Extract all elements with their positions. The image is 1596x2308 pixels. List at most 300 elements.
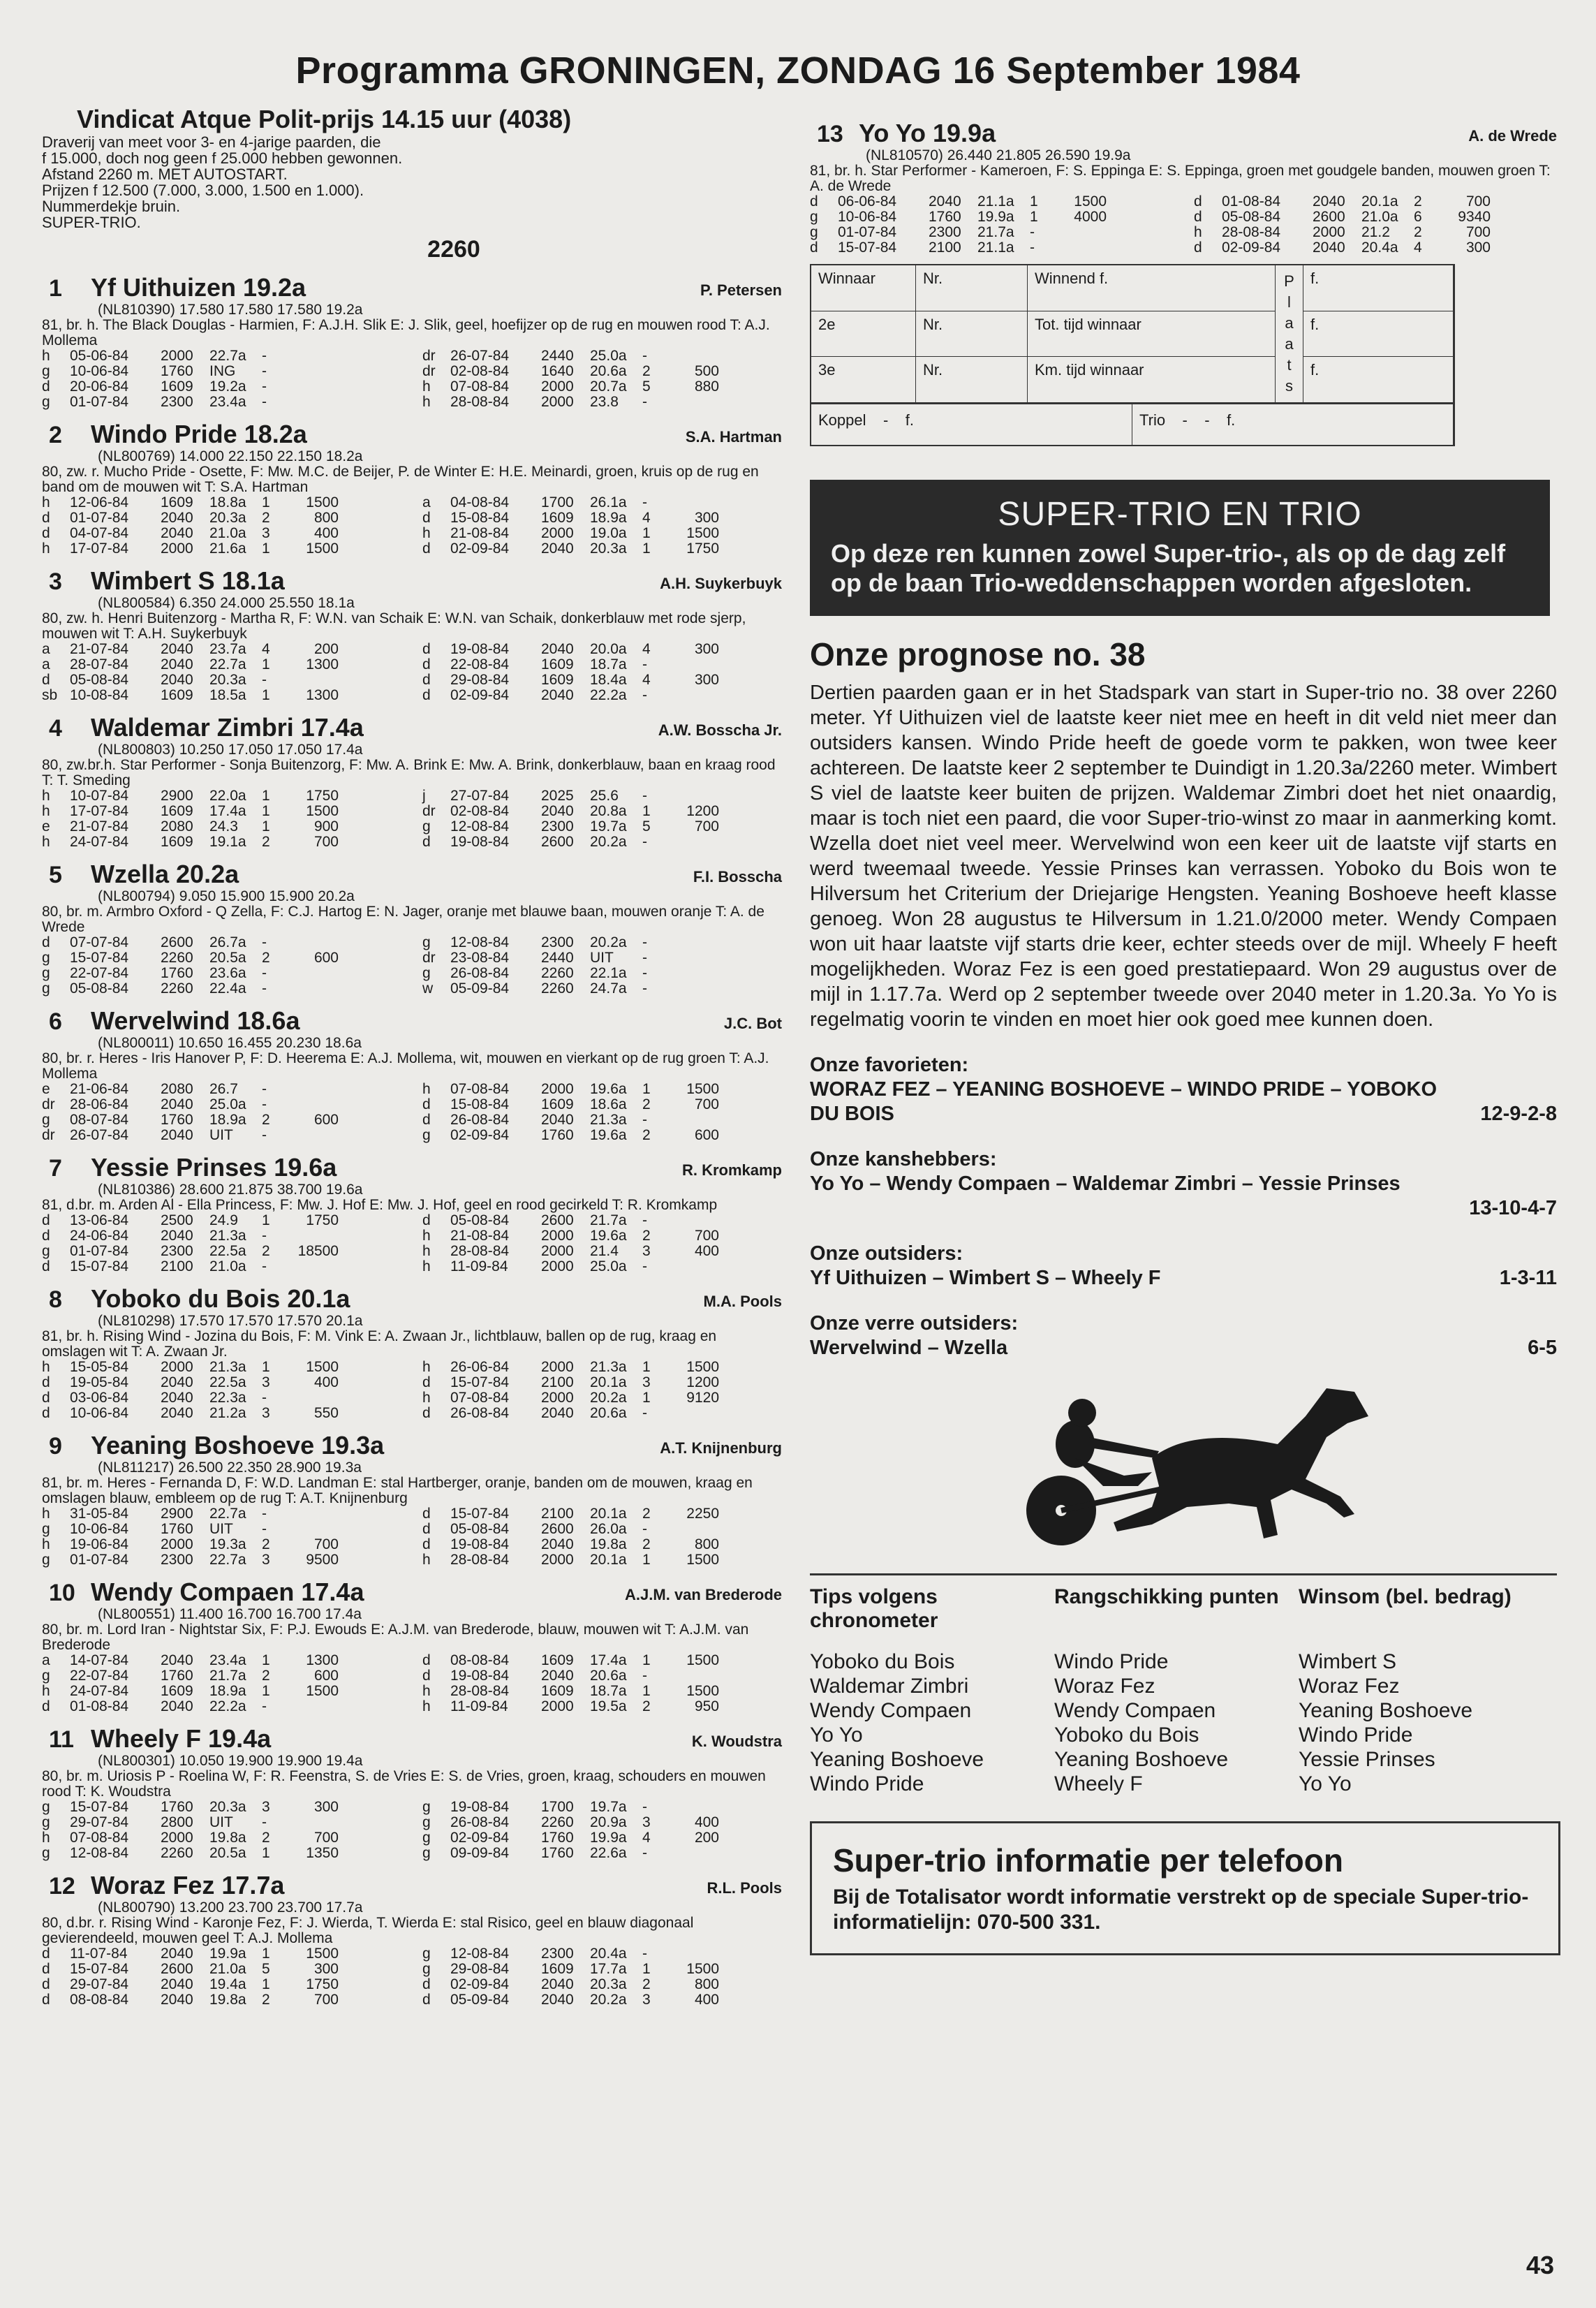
tips-item: Wimbert S <box>1299 1650 1397 1673</box>
horse-registration: (NL810386) 28.600 21.875 38.700 19.6a <box>98 1182 363 1198</box>
performance-cell: h <box>42 494 50 510</box>
tips-item: Yoboko du Bois <box>1054 1723 1199 1747</box>
performance-cell: 800 <box>313 510 339 526</box>
performance-row <box>42 1830 401 1846</box>
performance-cell: 05-06-84 <box>70 348 129 364</box>
performance-cell: 600 <box>313 1668 339 1684</box>
horse-description: 80, br. m. Uriosis P - Roelina W, F: R. Feenstra, S. de Vries E: S. de Vries, groen, kraag, schouders en mouwen rood T: K. Woudstra <box>42 1768 766 1800</box>
performance-cell: 21.4 <box>590 1243 619 1259</box>
performance-cell: g <box>42 1243 50 1259</box>
tips-item: Windo Pride <box>810 1772 924 1795</box>
bet-amount-label: Winnend f. <box>1028 265 1276 311</box>
performance-cell: 20.3a <box>590 541 627 557</box>
performance-cell: 2040 <box>161 656 193 672</box>
performance-cell: 20.3a <box>590 1976 627 1992</box>
performance-cell: 1 <box>262 1976 270 1992</box>
performance-cell: 1500 <box>306 494 339 510</box>
tips-item: Yeaning Boshoeve <box>810 1748 984 1771</box>
performance-cell: 02-09-84 <box>450 1830 510 1846</box>
performance-cell: 14-07-84 <box>70 1652 129 1668</box>
performance-cell <box>670 348 719 364</box>
performance-cell: dr <box>42 1127 55 1143</box>
horse-name: Wzella 20.2a <box>91 860 239 888</box>
horse-entry <box>42 1284 782 1421</box>
performance-cell: - <box>642 1946 647 1962</box>
performance-cell: 700 <box>1465 193 1491 210</box>
performance-cell: 1200 <box>686 803 719 819</box>
performance-cell: 2000 <box>541 1698 574 1714</box>
horse-name: Yo Yo 19.9a <box>859 119 996 147</box>
performance-cell: 21.7a <box>977 224 1014 240</box>
performance-cell: g <box>810 224 818 240</box>
performance-cell: 1 <box>642 525 651 541</box>
performance-cell: 22.5a <box>209 1243 246 1259</box>
horse-header <box>810 119 1557 148</box>
performance-cell: 700 <box>313 1830 339 1846</box>
performance-cell: - <box>262 1390 267 1406</box>
performance-cell: 26-08-84 <box>450 1814 510 1830</box>
performance-cell: 20.5a <box>209 1845 246 1861</box>
performance-row <box>422 510 782 526</box>
performance-cell: 2040 <box>161 672 193 688</box>
horse-entry <box>42 420 782 557</box>
horse-header <box>42 1431 782 1460</box>
performance-cell: 2000 <box>541 1552 574 1568</box>
performance-cell: 2600 <box>541 834 574 850</box>
horse-performances <box>42 1213 782 1274</box>
performance-cell: 1 <box>262 1359 270 1375</box>
tips-item: Waldemar Zimbri <box>810 1675 969 1698</box>
performance-row <box>422 541 782 557</box>
performance-row <box>1194 225 1557 240</box>
performance-row <box>422 379 782 395</box>
performance-cell: 05-08-84 <box>70 672 129 688</box>
trio-field: Trio - - f. <box>1132 404 1454 445</box>
performance-cell: g <box>422 1845 431 1861</box>
performance-row <box>42 1406 401 1421</box>
performance-cell: 1300 <box>306 1652 339 1668</box>
performance-cell: 1 <box>262 1683 270 1699</box>
performance-cell: 1500 <box>686 1552 719 1568</box>
performance-cell <box>290 981 339 997</box>
race-program-column <box>42 105 782 2008</box>
performance-cell: d <box>422 687 431 703</box>
performance-row <box>42 379 401 395</box>
tips-col3 <box>1299 1649 1557 1796</box>
performance-row <box>42 1800 401 1815</box>
performance-cell: g <box>422 1127 431 1143</box>
performance-row <box>422 1699 782 1714</box>
bet-nr: Nr. <box>916 311 1028 358</box>
performance-cell: d <box>422 510 431 526</box>
bet-f: f. <box>1303 357 1454 403</box>
performance-cell: 20.6a <box>590 363 627 379</box>
performance-cell: 19.2a <box>209 378 246 395</box>
performance-cell: 18.5a <box>209 687 246 703</box>
performance-cell: 22.5a <box>209 1374 246 1390</box>
race-info-line: f 15.000, doch nog geen f 25.000 hebben gewonnen. <box>42 149 403 167</box>
performance-row <box>42 966 401 981</box>
performance-cell: 28-08-84 <box>450 1243 510 1259</box>
performance-cell: 2100 <box>541 1374 574 1390</box>
performance-cell: 3 <box>262 1799 270 1815</box>
horse-entry <box>42 273 782 410</box>
tips-divider <box>810 1573 1557 1575</box>
performance-cell: - <box>262 363 267 379</box>
performance-cell: d <box>422 1668 431 1684</box>
performance-cell: 05-09-84 <box>450 980 510 997</box>
performance-cell: 2 <box>642 363 651 379</box>
performance-cell: - <box>642 1258 647 1274</box>
performance-cell: 1350 <box>306 1845 339 1861</box>
performance-row <box>422 1213 782 1228</box>
performance-cell: - <box>262 1228 267 1244</box>
performance-cell: 2080 <box>161 818 193 835</box>
performance-cell: 1 <box>642 1359 651 1375</box>
performance-row <box>422 642 782 657</box>
performance-cell: 1500 <box>306 803 339 819</box>
horse-header <box>42 1153 782 1182</box>
horse-header <box>42 713 782 742</box>
performance-cell: - <box>262 348 267 364</box>
performance-cell: 05-08-84 <box>450 1521 510 1537</box>
performance-cell <box>670 788 719 804</box>
performance-cell: 2 <box>642 1096 651 1112</box>
performance-cell: h <box>42 1683 50 1699</box>
horse-registration: (NL810570) 26.440 21.805 26.590 19.9a <box>866 147 1131 163</box>
performance-cell: 26.7a <box>209 934 246 950</box>
performance-cell: 2040 <box>541 1112 574 1128</box>
performance-row <box>422 1360 782 1375</box>
performance-cell: 21.1a <box>977 240 1014 256</box>
performance-cell: g <box>422 965 431 981</box>
race-info-line: Nummerdekje bruin. <box>42 198 181 215</box>
performance-cell: 1609 <box>541 510 574 526</box>
performance-cell: 15-08-84 <box>450 510 510 526</box>
performance-cell: 2040 <box>161 1946 193 1962</box>
performance-cell: 24.7a <box>590 980 627 997</box>
performance-cell: 2040 <box>161 510 193 526</box>
performance-cell: 1760 <box>161 1112 193 1128</box>
performance-cell: 21.0a <box>209 1258 246 1274</box>
performance-cell: 2040 <box>1313 240 1345 256</box>
horse-name: Waldemar Zimbri 17.4a <box>91 713 364 742</box>
performance-cell: 26-08-84 <box>450 1112 510 1128</box>
performance-cell: 26-07-84 <box>70 1127 129 1143</box>
performance-cell: dr <box>422 803 436 819</box>
bet-label: Winnaar <box>811 265 916 311</box>
tips-item: Wendy Compaen <box>1054 1699 1216 1722</box>
performance-cell <box>290 1522 339 1537</box>
performance-cell: - <box>642 1212 647 1228</box>
performance-cell: 20.3a <box>209 672 246 688</box>
performance-cell: 600 <box>313 950 339 966</box>
performance-cell: 1609 <box>541 1683 574 1699</box>
performance-cell: a <box>42 656 50 672</box>
performance-cell: 2600 <box>1313 209 1345 225</box>
performance-cell: 19.9a <box>209 1946 246 1962</box>
performance-row <box>42 657 401 672</box>
horse-number: 7 <box>49 1155 62 1182</box>
horse-performances <box>42 935 782 997</box>
performance-cell: 2300 <box>541 934 574 950</box>
performance-cell: 12-08-84 <box>450 818 510 835</box>
performance-cell: - <box>262 980 267 997</box>
performance-column <box>1194 194 1557 256</box>
performance-cell: 1500 <box>306 1946 339 1962</box>
performance-cell <box>670 1213 719 1228</box>
performance-cell: - <box>642 1799 647 1815</box>
horse-registration: (NL800584) 6.350 24.000 25.550 18.1a <box>98 595 355 611</box>
performance-cell: 1609 <box>541 1096 574 1112</box>
performance-row <box>422 981 782 997</box>
performance-cell: 17-07-84 <box>70 541 129 557</box>
performance-column <box>810 194 1173 256</box>
performance-cell: 22-07-84 <box>70 1668 129 1684</box>
performance-cell: - <box>642 656 647 672</box>
performance-cell: w <box>422 980 434 997</box>
performance-row <box>422 364 782 379</box>
performance-row <box>42 950 401 966</box>
performance-cell: 02-09-84 <box>1222 240 1281 256</box>
horse-registration: (NL810298) 17.570 17.570 17.570 20.1a <box>98 1313 363 1329</box>
horse-description: 80, zw. h. Henri Buitenzorg - Martha R, F: W.N. van Schaik E: W.N. van Schaik, donkerblauw met rode sjerp, mouwen wit T: A.H. Suykerbuyk <box>42 610 746 642</box>
performance-cell: 1500 <box>306 1683 339 1699</box>
performance-cell: 2040 <box>541 541 574 557</box>
performance-column <box>42 1506 401 1568</box>
performance-cell: 1500 <box>686 1961 719 1977</box>
performance-cell: 1 <box>642 1390 651 1406</box>
performance-row <box>1194 210 1557 225</box>
performance-cell: UIT <box>209 1521 233 1537</box>
performance-cell: g <box>42 1799 50 1815</box>
performance-cell: 23.4a <box>209 394 246 410</box>
performance-row <box>422 1406 782 1421</box>
performance-column <box>422 1213 782 1274</box>
phone-info-title: Super-trio informatie per telefoon <box>833 1842 1343 1879</box>
performance-cell: h <box>42 1536 50 1552</box>
performance-cell: 1760 <box>929 209 961 225</box>
performance-cell: - <box>642 1112 647 1128</box>
performance-cell <box>670 1946 719 1962</box>
performance-cell: 1 <box>642 1081 651 1097</box>
performance-cell: 01-07-84 <box>70 1243 129 1259</box>
tips-item: Wheely F <box>1054 1772 1143 1795</box>
performance-cell: 2 <box>262 1112 270 1128</box>
performance-row <box>422 835 782 850</box>
performance-cell: 1760 <box>161 1668 193 1684</box>
performance-cell: 1750 <box>306 1976 339 1992</box>
performance-cell: 22.4a <box>209 980 246 997</box>
performance-row <box>810 210 1173 225</box>
performance-row <box>422 966 782 981</box>
performance-row <box>422 1800 782 1815</box>
performance-cell: g <box>42 1814 50 1830</box>
performance-cell: 1750 <box>306 788 339 804</box>
performance-cell: 10-06-84 <box>70 1405 129 1421</box>
performance-cell: 19-06-84 <box>70 1536 129 1552</box>
performance-cell: 2 <box>642 1228 651 1244</box>
performance-cell: 2900 <box>161 1506 193 1522</box>
performance-cell: - <box>642 1845 647 1861</box>
performance-cell: 26-08-84 <box>450 1405 510 1421</box>
performance-cell: 22.7a <box>209 348 246 364</box>
performance-cell: 01-07-84 <box>70 394 129 410</box>
trotter-silhouette-illustration <box>977 1374 1557 1552</box>
performance-row <box>422 1112 782 1128</box>
performance-cell: 1760 <box>541 1830 574 1846</box>
performance-row <box>422 1244 782 1259</box>
performance-column <box>422 788 782 850</box>
horse-header <box>42 1871 782 1900</box>
performance-row <box>422 1846 782 1861</box>
performance-cell: 1609 <box>161 1683 193 1699</box>
performance-cell: 2040 <box>541 687 574 703</box>
phone-info-text: Bij de Totalisator wordt informatie verstrekt op de speciale Super-trio-informatielijn: 070-500 331. <box>833 1886 1529 1934</box>
horse-description: 81, br. h. Star Performer - Kameroen, F: S. Eppinga E: S. Eppinga, groen met goudgele banden, mouwen groen T: A. de Wrede <box>810 163 1551 194</box>
performance-cell <box>670 495 719 510</box>
performance-cell: 15-07-84 <box>70 1258 129 1274</box>
performance-cell: 200 <box>694 1830 719 1846</box>
banner-text: Op deze ren kunnen zowel Super-trio-, als op de dag zelf op de baan Trio-weddenschappen worden afgesloten. <box>831 539 1506 597</box>
performance-cell: d <box>422 672 431 688</box>
performance-cell: 26.1a <box>590 494 627 510</box>
performance-cell <box>290 1097 339 1112</box>
performance-cell: 1500 <box>306 1359 339 1375</box>
performance-cell: 19.8a <box>590 1536 627 1552</box>
performance-cell: 18.9a <box>590 510 627 526</box>
performance-cell: - <box>262 1698 267 1714</box>
horse-performances <box>42 1360 782 1421</box>
horse-number: 10 <box>49 1580 75 1606</box>
horse-performances <box>42 1653 782 1714</box>
outsiders-label: Onze outsiders: <box>810 1242 963 1265</box>
performance-cell: 11-09-84 <box>450 1698 508 1714</box>
horse-entry <box>42 1871 782 2008</box>
performance-row <box>42 1244 401 1259</box>
performance-cell: h <box>42 1506 50 1522</box>
performance-cell: - <box>262 1081 267 1097</box>
performance-row <box>42 1112 401 1128</box>
performance-row <box>422 1228 782 1244</box>
performance-cell: 9500 <box>306 1552 339 1568</box>
kanshebbers-label: Onze kanshebbers: <box>810 1148 997 1170</box>
favorieten-names <box>810 1078 1557 1126</box>
performance-row <box>422 1390 782 1406</box>
performance-cell: d <box>42 1961 50 1977</box>
plaats-label: P l a a t s <box>1276 265 1303 403</box>
performance-cell: 4000 <box>1074 209 1107 225</box>
performance-column <box>422 495 782 557</box>
performance-cell: - <box>262 965 267 981</box>
performance-cell: 2040 <box>161 1652 193 1668</box>
performance-cell: dr <box>422 363 436 379</box>
performance-cell: 300 <box>313 1799 339 1815</box>
performance-cell: d <box>42 1212 50 1228</box>
horse-number: 3 <box>49 568 62 595</box>
performance-column <box>42 348 401 410</box>
performance-row <box>422 1082 782 1097</box>
performance-cell: 19.1a <box>209 834 246 850</box>
tips-item: Woraz Fez <box>1054 1675 1155 1698</box>
performance-cell: - <box>642 950 647 966</box>
performance-cell <box>290 1128 339 1143</box>
performance-cell: d <box>42 1390 50 1406</box>
performance-cell: 800 <box>694 1976 719 1992</box>
horse-name: Wendy Compaen 17.4a <box>91 1578 364 1606</box>
performance-cell <box>670 981 719 997</box>
performance-cell: 26.0a <box>590 1521 627 1537</box>
performance-cell: 19-08-84 <box>450 1536 510 1552</box>
performance-cell: 27-07-84 <box>450 788 510 804</box>
performance-row <box>42 1082 401 1097</box>
performance-cell: 15-07-84 <box>450 1374 510 1390</box>
performance-cell: 2 <box>262 1830 270 1846</box>
prognose-title: Onze prognose no. 38 <box>810 636 1146 672</box>
performance-cell: 2 <box>642 1976 651 1992</box>
horse-registration: (NL800794) 9.050 15.900 15.900 20.2a <box>98 888 355 904</box>
performance-cell: 3 <box>642 1374 651 1390</box>
tips-col2 <box>1054 1649 1299 1796</box>
horse-number: 1 <box>49 275 62 302</box>
performance-cell: - <box>262 1521 267 1537</box>
performance-row <box>422 688 782 703</box>
performance-cell: UIT <box>209 1127 233 1143</box>
performance-row <box>810 225 1173 240</box>
performance-cell: 1500 <box>306 541 339 557</box>
performance-cell: 1760 <box>161 965 193 981</box>
horse-entry-13 <box>810 119 1557 256</box>
performance-cell: g <box>810 209 818 225</box>
performance-row <box>42 348 401 364</box>
performance-row <box>42 1946 401 1962</box>
tips-item: Yoboko du Bois <box>810 1650 955 1673</box>
tips-col2-header: Rangschikking punten <box>1054 1585 1279 1608</box>
performance-cell: 700 <box>694 1096 719 1112</box>
performance-cell: d <box>422 834 431 850</box>
performance-cell: 23.6a <box>209 965 246 981</box>
performance-cell: 1609 <box>161 687 193 703</box>
performance-cell: dr <box>422 348 436 364</box>
performance-cell: d <box>422 1506 431 1522</box>
performance-cell: d <box>42 1228 50 1244</box>
performance-cell: d <box>422 1096 431 1112</box>
performance-cell: 18.9a <box>209 1112 246 1128</box>
performance-cell: 2100 <box>929 240 961 256</box>
performance-row <box>42 835 401 850</box>
performance-cell: 08-07-84 <box>70 1112 129 1128</box>
performance-cell: h <box>42 1830 50 1846</box>
performance-cell: 1500 <box>686 1359 719 1375</box>
horse-driver: A. de Wrede <box>1468 127 1557 145</box>
performance-cell: d <box>422 1976 431 1992</box>
performance-cell: 21-06-84 <box>70 1081 129 1097</box>
performance-cell: 03-06-84 <box>70 1390 129 1406</box>
performance-cell: 1 <box>642 1652 651 1668</box>
horse-description: 81, br. m. Heres - Fernanda D, F: W.D. Landman E: stal Hartberger, oranje, banden om de mouwen, kraag en omslagen blauw, embleem op de rug T: A.T. Knijnenburg <box>42 1475 753 1506</box>
performance-cell: d <box>422 1374 431 1390</box>
horse-performances <box>42 348 782 410</box>
performance-cell: 19.6a <box>590 1081 627 1097</box>
performance-cell: 29-08-84 <box>450 1961 510 1977</box>
performance-cell: j <box>422 788 426 804</box>
performance-cell: d <box>1194 240 1202 256</box>
performance-cell: 300 <box>1465 240 1491 256</box>
performance-cell: 400 <box>694 1243 719 1259</box>
performance-row <box>422 788 782 804</box>
performance-cell: 18.9a <box>209 1683 246 1699</box>
performance-cell: h <box>422 1228 431 1244</box>
